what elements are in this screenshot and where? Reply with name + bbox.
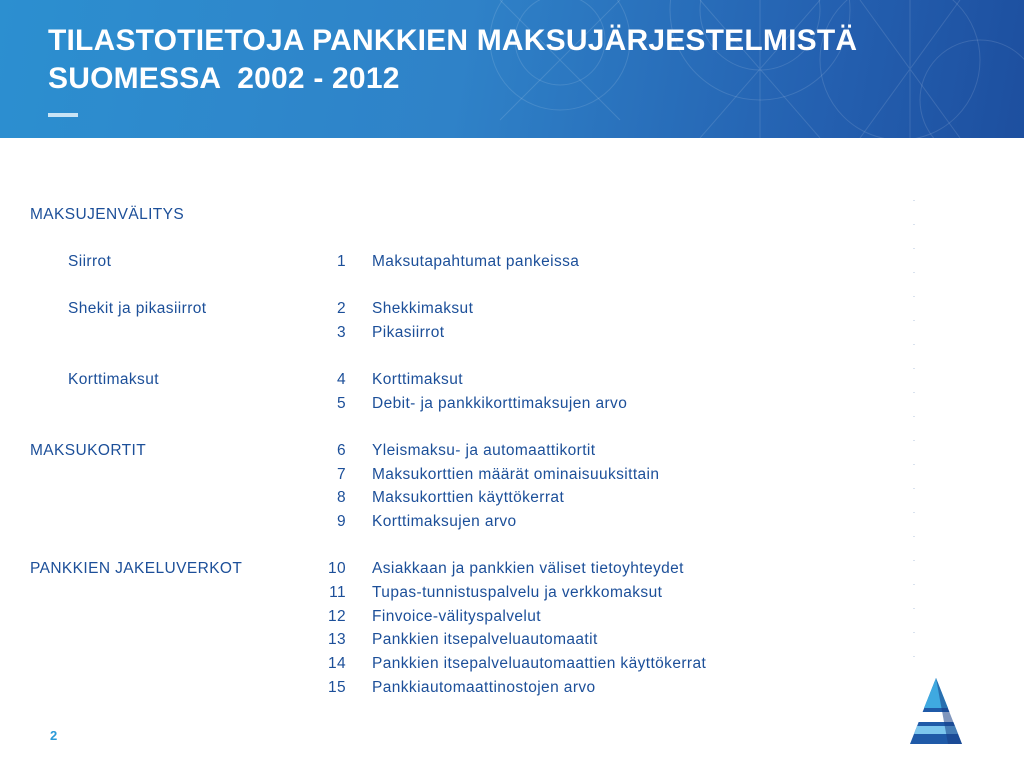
toc-item: Pikasiirrot (372, 324, 445, 341)
toc-number: 10 (327, 560, 346, 577)
toc-subsection: Shekit ja pikasiirrot (68, 300, 207, 317)
toc-number: 11 (329, 584, 346, 601)
toc-section: MAKSUKORTIT (30, 442, 147, 459)
toc-subsection: Siirrot (68, 253, 112, 270)
toc-section: MAKSUJENVÄLITYS (30, 206, 185, 223)
toc-number: 14 (327, 655, 346, 672)
toc-row (0, 510, 900, 534)
toc-item: Pankkiautomaattinostojen arvo (372, 679, 596, 696)
layered-triangle-logo-icon (908, 676, 964, 746)
toc-number: 2 (336, 300, 346, 317)
toc-row (0, 368, 900, 392)
toc-number: 4 (336, 371, 346, 388)
toc-item: Korttimaksut (372, 371, 463, 388)
toc-number: 9 (336, 513, 346, 530)
toc-item: Pankkien itsepalveluautomaatit (372, 631, 598, 648)
toc-row (0, 203, 900, 227)
toc-item: Pankkien itsepalveluautomaattien käyttökerrat (372, 655, 707, 672)
toc-item: Maksukorttien määrät ominaisuuksittain (372, 466, 660, 483)
toc-row (0, 557, 900, 581)
toc-row (0, 605, 900, 629)
toc-item: Maksutapahtumat pankeissa (372, 253, 580, 270)
page-number: 2 (50, 728, 58, 743)
toc-number: 7 (336, 466, 346, 483)
toc-row (0, 250, 900, 274)
toc-number: 3 (336, 324, 346, 341)
toc-row (0, 439, 900, 463)
toc-number: 5 (336, 395, 346, 412)
toc-subsection: Korttimaksut (68, 371, 159, 388)
toc-item: Asiakkaan ja pankkien väliset tietoyhteydet (372, 560, 684, 577)
toc-row (0, 321, 900, 345)
toc-item: Debit- ja pankkikorttimaksujen arvo (372, 395, 628, 412)
toc-row (0, 392, 900, 416)
toc-item: Korttimaksujen arvo (372, 513, 517, 530)
decorative-dotted-line (913, 200, 915, 660)
toc-section: PANKKIEN JAKELUVERKOT (30, 560, 243, 577)
toc-row (0, 628, 900, 652)
toc-number: 6 (336, 442, 346, 459)
toc-row (0, 652, 900, 676)
toc-number: 1 (336, 253, 346, 270)
page-title: TILASTOTIETOJA PANKKIEN MAKSUJÄRJESTELMISTÄ SUOMESSA 2002 - 2012 (48, 24, 858, 95)
toc-row (0, 676, 900, 700)
toc-row (0, 297, 900, 321)
toc-row (0, 486, 900, 510)
toc-item: Finvoice-välityspalvelut (372, 608, 541, 625)
toc-item: Yleismaksu- ja automaattikortit (372, 442, 596, 459)
toc-number: 8 (336, 489, 346, 506)
toc-number: 13 (327, 631, 346, 648)
toc-number: 15 (327, 679, 346, 696)
toc-row (0, 463, 900, 487)
toc-item: Maksukorttien käyttökerrat (372, 489, 565, 506)
toc-item: Tupas-tunnistuspalvelu ja verkkomaksut (372, 584, 663, 601)
toc-number: 12 (327, 608, 346, 625)
toc-item: Shekkimaksut (372, 300, 474, 317)
toc-row (0, 581, 900, 605)
